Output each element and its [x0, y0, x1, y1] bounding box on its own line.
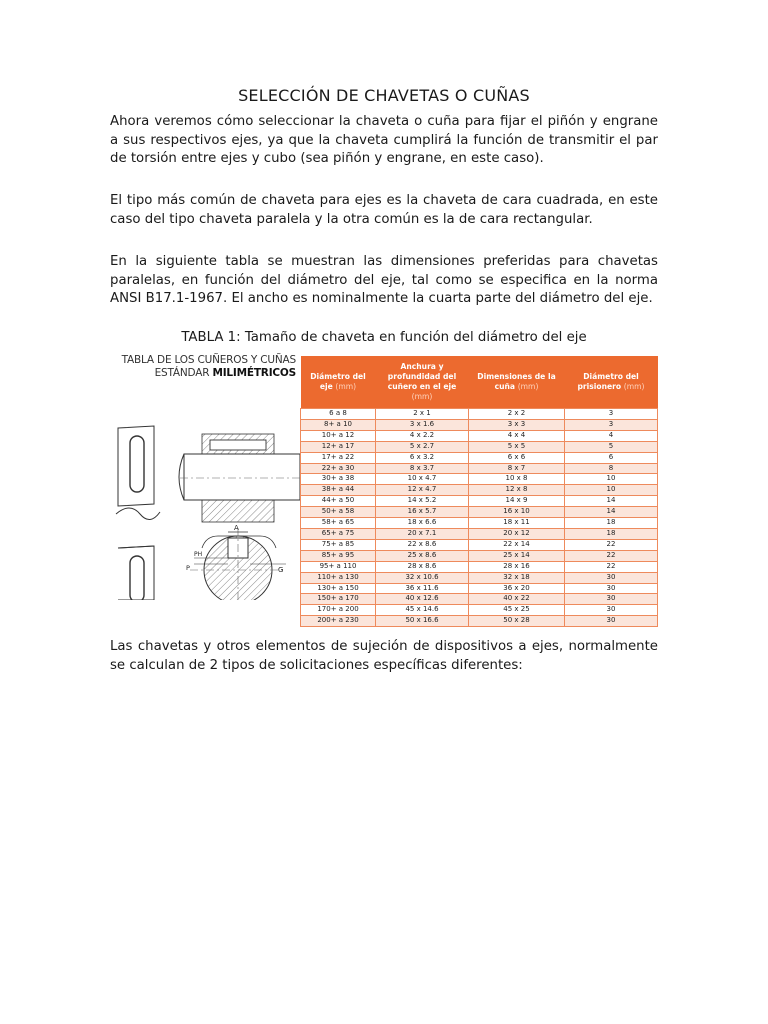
table-cell: 8 x 3.7	[376, 463, 469, 474]
label-g: G	[278, 566, 284, 574]
table-cell: 170+ a 200	[301, 605, 376, 616]
table-cell: 22 x 14	[469, 539, 565, 550]
table-cell: 6	[565, 452, 658, 463]
table-cell: 4	[565, 430, 658, 441]
table-cell: 28 x 16	[469, 561, 565, 572]
table-cell: 22+ a 30	[301, 463, 376, 474]
figure-title-line2-prefix: ESTÁNDAR	[154, 367, 213, 379]
table-cell: 58+ a 65	[301, 518, 376, 529]
table-cell: 40 x 22	[469, 594, 565, 605]
table-row	[301, 605, 658, 616]
table-cell: 18 x 6.6	[376, 518, 469, 529]
table-cell: 75+ a 85	[301, 539, 376, 550]
header-key-dimensions: Dimensiones de la cuña (mm)	[469, 356, 565, 409]
table-cell: 14	[565, 507, 658, 518]
shaft-side-view-upper	[118, 426, 154, 506]
table-row	[301, 572, 658, 583]
table-cell: 10+ a 12	[301, 430, 376, 441]
table-cell: 28 x 8.6	[376, 561, 469, 572]
figure-title-line2-bold: MILIMÉTRICOS	[212, 367, 296, 379]
table-cell: 5	[565, 441, 658, 452]
table-row	[301, 474, 658, 485]
table-body	[301, 409, 658, 627]
table-row	[301, 419, 658, 430]
table-cell: 36 x 11.6	[376, 583, 469, 594]
table-header-row	[301, 356, 658, 409]
table-cell: 3 x 1.6	[376, 419, 469, 430]
table-cell: 50 x 16.6	[376, 616, 469, 627]
label-p: P	[186, 564, 190, 572]
table-cell: 12 x 8	[469, 485, 565, 496]
shaft-side-view-lower	[118, 546, 154, 600]
table-cell: 6 x 6	[469, 452, 565, 463]
label-ph: PH	[194, 551, 203, 558]
table-cell: 6 a 8	[301, 409, 376, 420]
table-cell: 45 x 25	[469, 605, 565, 616]
table-caption: TABLA 1: Tamaño de chaveta en función del diámetro del eje	[181, 330, 587, 345]
table-cell: 50+ a 58	[301, 507, 376, 518]
table-row	[301, 550, 658, 561]
paragraph-ansi: En la siguiente tabla se muestran las dimensiones preferidas para chavetas paralelas, en función del diámetro del eje, tal como se especifica en la norma ANSI B17.1-1967. El ancho es nominalmente la cuarta parte del diámetro del eje.	[110, 254, 658, 307]
table-cell: 3	[565, 409, 658, 420]
table-cell: 14 x 9	[469, 496, 565, 507]
table-cell: 3 x 3	[469, 419, 565, 430]
table-row	[301, 496, 658, 507]
table-cell: 3	[565, 419, 658, 430]
figure-title-line1: TABLA DE LOS CUÑEROS Y CUÑAS	[121, 354, 296, 366]
table-cell: 16 x 10	[469, 507, 565, 518]
table-cell: 5 x 5	[469, 441, 565, 452]
page-title: SELECCIÓN DE CHAVETAS O CUÑAS	[238, 86, 530, 105]
table-row	[301, 616, 658, 627]
table-row	[301, 430, 658, 441]
table-row	[301, 507, 658, 518]
table-row	[301, 518, 658, 529]
hub-lower	[202, 500, 274, 522]
table-cell: 10	[565, 485, 658, 496]
table-cell: 22	[565, 561, 658, 572]
table-cell: 8	[565, 463, 658, 474]
table-cell: 32 x 10.6	[376, 572, 469, 583]
table-cell: 10 x 4.7	[376, 474, 469, 485]
table-cell: 25 x 8.6	[376, 550, 469, 561]
table-cell: 4 x 4	[469, 430, 565, 441]
table-cell: 25 x 14	[469, 550, 565, 561]
table-cell: 30	[565, 583, 658, 594]
table-cell: 2 x 2	[469, 409, 565, 420]
table-cell: 36 x 20	[469, 583, 565, 594]
table-cell: 30	[565, 594, 658, 605]
table-cell: 14	[565, 496, 658, 507]
table-cell: 10 x 8	[469, 474, 565, 485]
keyway-slot-upper	[130, 436, 144, 492]
table-cell: 14 x 5.2	[376, 496, 469, 507]
table-cell: 22 x 8.6	[376, 539, 469, 550]
table-cell: 65+ a 75	[301, 528, 376, 539]
table-cell: 150+ a 170	[301, 594, 376, 605]
header-keyway-size: Anchura y profundidad del cuñero en el eje (mm)	[376, 356, 469, 409]
table-cell: 32 x 18	[469, 572, 565, 583]
table-cell: 2 x 1	[376, 409, 469, 420]
table-cell: 38+ a 44	[301, 485, 376, 496]
table-cell: 30	[565, 616, 658, 627]
table-row	[301, 463, 658, 474]
table-cell: 16 x 5.7	[376, 507, 469, 518]
header-set-screw-diameter: Diámetro del prisionero (mm)	[565, 356, 658, 409]
table-row	[301, 594, 658, 605]
table-cell: 17+ a 22	[301, 452, 376, 463]
table-row	[301, 485, 658, 496]
key-upper	[210, 440, 266, 450]
table-cell: 200+ a 230	[301, 616, 376, 627]
shaft-longitudinal	[184, 454, 300, 500]
table-row	[301, 441, 658, 452]
table-cell: 50 x 28	[469, 616, 565, 627]
table-cell: 6 x 3.2	[376, 452, 469, 463]
table-cell: 4 x 2.2	[376, 430, 469, 441]
table-cell: 8 x 7	[469, 463, 565, 474]
table-cell: 85+ a 95	[301, 550, 376, 561]
table-cell: 12 x 4.7	[376, 485, 469, 496]
table-cell: 18 x 11	[469, 518, 565, 529]
table-cell: 20 x 12	[469, 528, 565, 539]
paragraph-closing: Las chavetas y otros elementos de sujeción de dispositivos a ejes, normalmente se calculan de 2 tipos de solicitaciones específicas diferentes:	[110, 639, 658, 673]
table-cell: 30+ a 38	[301, 474, 376, 485]
paragraph-key-types: El tipo más común de chaveta para ejes es la chaveta de cara cuadrada, en este caso del tipo chaveta paralela y la otra común es la de cara rectangular.	[110, 193, 658, 227]
table-cell: 5 x 2.7	[376, 441, 469, 452]
table-cell: 40 x 12.6	[376, 594, 469, 605]
table-cell: 110+ a 130	[301, 572, 376, 583]
paragraph-intro: Ahora veremos cómo seleccionar la chaveta o cuña para fijar el piñón y engrane a sus respectivos ejes, ya que la chaveta cumplirá la función de transmitir el par de torsión entre ejes y cubo (sea piñón y engrane, en este caso).	[110, 114, 658, 167]
keys-table	[300, 356, 658, 627]
header-shaft-diameter: Diámetro del eje (mm)	[301, 356, 376, 409]
table-cell: 44+ a 50	[301, 496, 376, 507]
table-cell: 12+ a 17	[301, 441, 376, 452]
table-cell: 30	[565, 605, 658, 616]
table-row	[301, 561, 658, 572]
table-row	[301, 528, 658, 539]
table-cell: 22	[565, 539, 658, 550]
table-cell: 45 x 14.6	[376, 605, 469, 616]
table-cell: 10	[565, 474, 658, 485]
table-cell: 18	[565, 528, 658, 539]
table-cell: 18	[565, 518, 658, 529]
label-a: A	[234, 524, 239, 532]
table-row	[301, 409, 658, 420]
table-cell: 130+ a 150	[301, 583, 376, 594]
table-cell: 30	[565, 572, 658, 583]
table-row	[301, 583, 658, 594]
table-cell: 8+ a 10	[301, 419, 376, 430]
table-cell: 95+ a 110	[301, 561, 376, 572]
table-cell: 20 x 7.1	[376, 528, 469, 539]
keys-figure	[110, 352, 658, 625]
keyway-slot-lower	[130, 556, 144, 600]
shaft-keyway-diagram	[110, 352, 300, 600]
table-row	[301, 452, 658, 463]
table-cell: 22	[565, 550, 658, 561]
table-row	[301, 539, 658, 550]
